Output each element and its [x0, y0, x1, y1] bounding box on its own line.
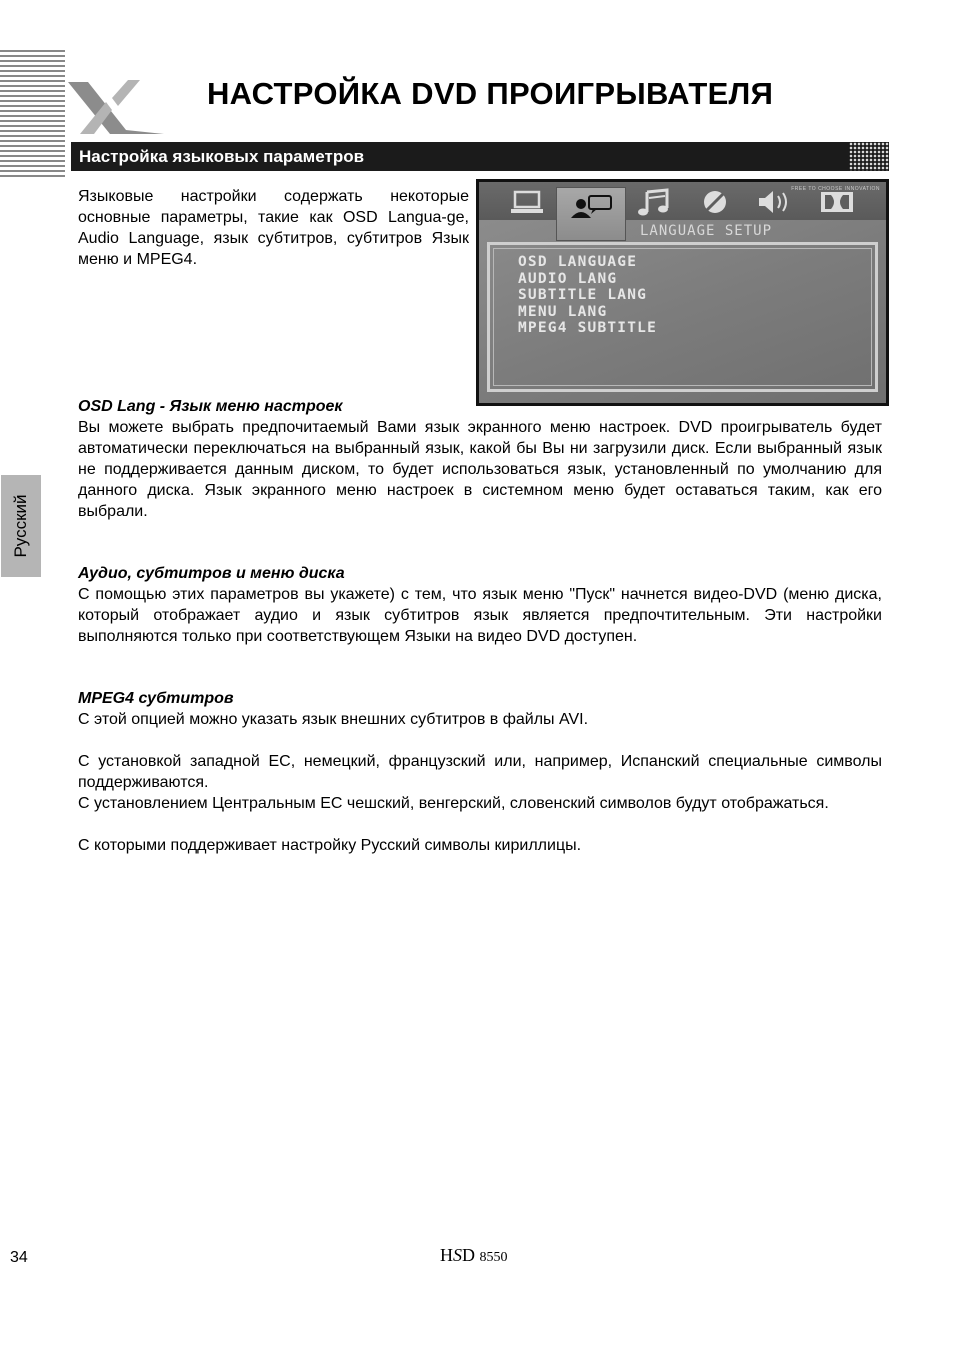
x-logo-icon: [66, 76, 170, 138]
language-setup-screenshot: [476, 179, 889, 406]
menu-item-subtitle-lang: SUBTITLE LANG: [518, 287, 648, 303]
note-western-eu: С установкой западной ЕС, немецкий, французский или, например, Испанский специальные символы поддерживаются.: [78, 753, 882, 791]
disc-lang-heading: Аудио, субтитров и меню диска: [78, 565, 345, 582]
mpeg4-heading: MPEG4 субтитров: [78, 690, 234, 707]
brand-suffix: D: [462, 1245, 475, 1265]
note-russian: С которыми поддерживает настройку Русский символы кириллицы.: [78, 837, 582, 854]
page-title: НАСТРОЙКА DVD ПРОИГРЫВАТЕЛЯ: [207, 76, 774, 111]
user-language-icon: [561, 192, 621, 224]
language-setup-title: LANGUAGE SETUP: [640, 223, 773, 239]
menu-item-menu-lang: MENU LANG: [518, 303, 608, 320]
menu-item-audio-lang: AUDIO LANG: [518, 270, 618, 287]
brand-model: 8550: [479, 1250, 508, 1265]
language-side-tab: [1, 475, 41, 577]
screenshot-screen: [479, 182, 886, 403]
toolbar-selected-tab: [556, 187, 626, 241]
side-tab-label: Русский: [11, 494, 30, 558]
bar-dots-decoration: [849, 142, 889, 171]
brand-mark: S: [453, 1245, 462, 1265]
osd-lang-heading: OSD Lang - Язык меню настроек: [78, 398, 343, 415]
note-central-eu: С установлением Центральным ЕС чешский, венгерский, словенский символов будут отображаться.: [78, 795, 829, 812]
mpeg4-paragraph: С этой опцией можно указать язык внешних субтитров в файлы AVI.: [78, 711, 589, 728]
menu-item-osd-language: OSD LANGUAGE: [518, 254, 638, 270]
language-menu-list: [518, 254, 657, 337]
header-stripes: [0, 50, 65, 178]
music-note-icon: [625, 186, 685, 218]
brand-prefix: H: [440, 1245, 453, 1265]
monitor-icon: [497, 186, 557, 218]
footer-brand: [440, 1245, 508, 1266]
disc-lang-paragraph: С помощью этих параметров вы укажете) с тем, что язык меню "Пуск" начнется видео-DVD (меню диска, который отображает аудио и язык субтитров язык является предпочтительным. Эти настройки выполняются только при соответствующем Языки на видео DVD доступен.: [78, 586, 882, 645]
intro-paragraph: Языковые настройки содержать некоторые основные параметры, такие как OSD Langua-ge, Audio Language, язык субтитров, субтитров Язык меню и MPEG4.: [78, 188, 469, 268]
disc-icon: [685, 186, 745, 218]
section-title: Настройка языковых параметров: [79, 147, 365, 166]
page-number: 34: [10, 1249, 28, 1266]
section-bar: [71, 142, 889, 171]
osd-lang-paragraph: Вы можете выбрать предпочитаемый Вами язык экранного меню настроек. DVD проигрыватель будет автоматически переключаться на выбранный язык, какой бы Вы ни загрузили диск. Если выбранный язык не поддерживается данным диском, то будет использоваться язык, установленный по умолчанию для данного диска. Язык экранного меню настроек в системном меню будет оставаться таким, как его выбрали.: [78, 419, 882, 520]
screenshot-tagline: FREE TO CHOOSE INNOVATION: [791, 186, 880, 192]
menu-item-mpeg4-subtitle: MPEG4 SUBTITLE: [518, 320, 658, 336]
